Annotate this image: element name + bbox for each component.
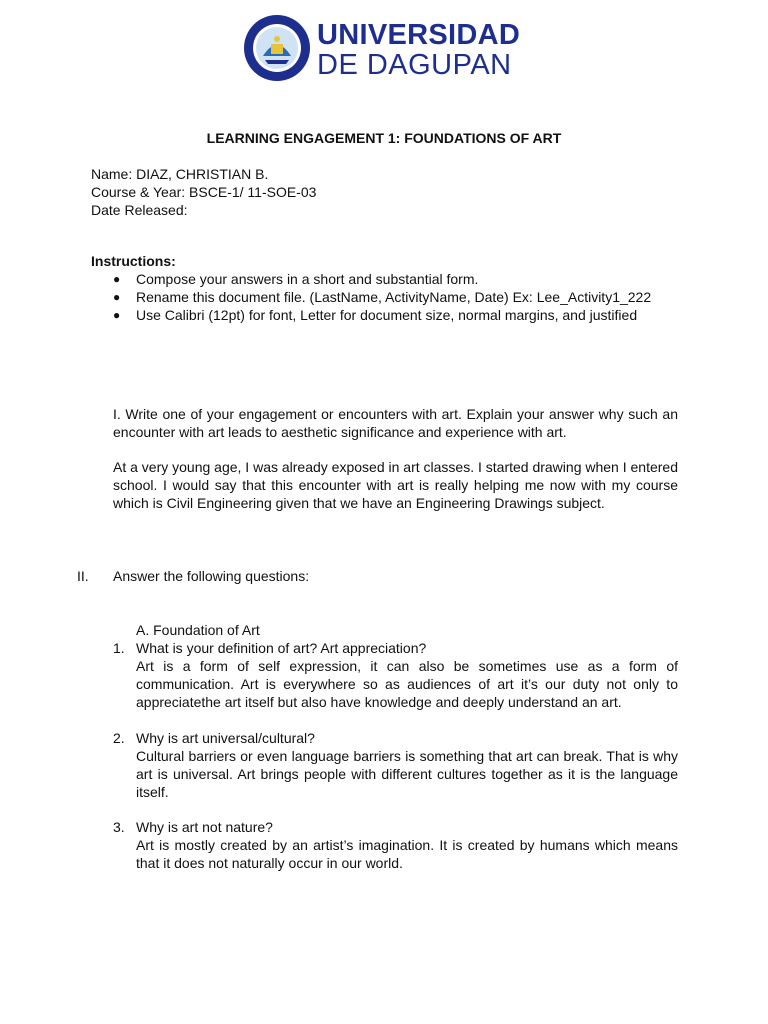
list-item xyxy=(113,306,653,324)
instructions-list xyxy=(113,270,653,324)
instruction-text: Rename this document file. (LastName, ActivityName, Date) Ex: Lee_Activity1_222 xyxy=(136,289,652,305)
part2-heading: Answer the following questions: xyxy=(113,568,310,584)
answer-text: Art is a form of self expression, it can also be sometimes use as a form of communication. Art is everywhere so as audiences of art it’s our duty not only to appreciatethe art itself but also have knowledge and deeply understand an art. xyxy=(136,658,678,710)
bullet-icon: ● xyxy=(113,308,121,322)
answer-text: Cultural barriers or even language barriers is something that art can break. That is why art is universal. Art brings people with different cultures together as it is the language itself. xyxy=(136,748,678,800)
list-item xyxy=(113,288,653,306)
question-text: Why is art universal/cultural? xyxy=(136,730,315,746)
question-number: 3. xyxy=(113,819,125,835)
question-item xyxy=(113,818,678,872)
instruction-text: Compose your answers in a short and substantial form. xyxy=(136,271,479,287)
question-item xyxy=(113,729,678,801)
student-info xyxy=(91,165,316,219)
section-a-heading: A. Foundation of Art xyxy=(136,622,260,638)
document-title: LEARNING ENGAGEMENT 1: FOUNDATIONS OF ART xyxy=(206,130,562,146)
list-item xyxy=(113,270,653,288)
instructions-heading: Instructions: xyxy=(91,253,176,269)
question-number: 2. xyxy=(113,730,125,746)
brand-line-2: DE DAGUPAN xyxy=(317,49,512,81)
student-name: Name: DIAZ, CHRISTIAN B. xyxy=(91,166,269,182)
question-text: Why is art not nature? xyxy=(136,819,273,835)
answer-text: Art is mostly created by an artist’s imagination. It is created by humans which means that it does not naturally occur in our world. xyxy=(136,837,678,871)
university-seal-icon xyxy=(243,14,311,82)
university-logo xyxy=(243,14,523,84)
course-year: Course & Year: BSCE-1/ 11-SOE-03 xyxy=(91,184,317,200)
date-released: Date Released: xyxy=(91,202,188,218)
question-item xyxy=(113,639,678,711)
brand-line-1: UNIVERSIDAD xyxy=(317,19,521,51)
part1-question: I. Write one of your engagement or encounters with art. Explain your answer why such an encounter with art leads to aesthetic significance and experience with art. xyxy=(113,406,678,440)
bullet-icon: ● xyxy=(113,272,121,286)
question-number: 1. xyxy=(113,640,125,656)
part1-answer: At a very young age, I was already exposed in art classes. I started drawing when I entered school. I would say that this encounter with art is really helping me now with my course which is Civil Engineering given that we have an Engineering Drawings subject. xyxy=(113,459,678,511)
brand-wordmark xyxy=(317,20,520,80)
bullet-icon: ● xyxy=(113,290,121,304)
question-text: What is your definition of art? Art appreciation? xyxy=(136,640,427,656)
part2-numeral: II. xyxy=(77,568,89,584)
instruction-text: Use Calibri (12pt) for font, Letter for document size, normal margins, and justified xyxy=(136,307,638,323)
